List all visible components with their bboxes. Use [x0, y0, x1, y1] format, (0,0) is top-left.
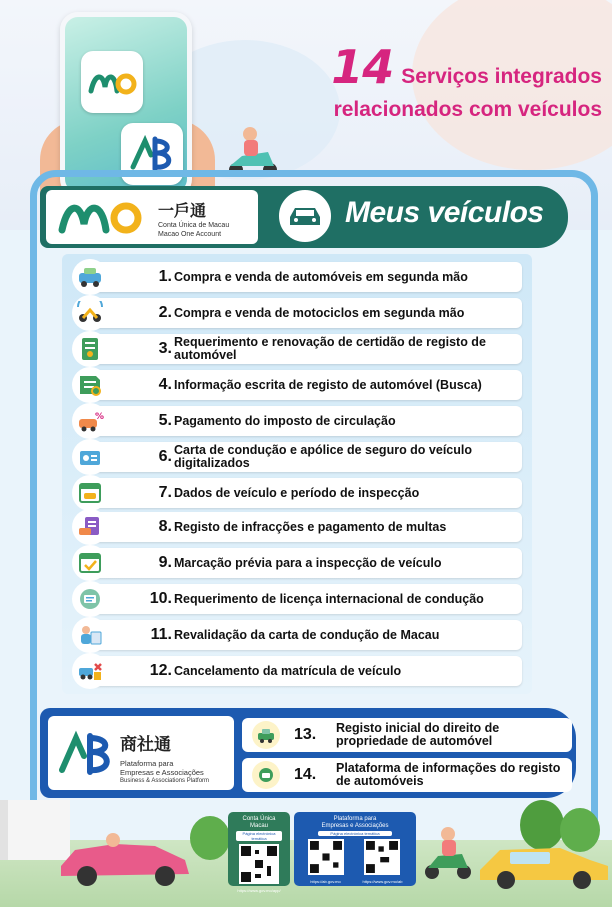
macao-one-account-app-icon — [81, 51, 143, 113]
mo-logo-icon — [56, 196, 152, 238]
service-number: 7. — [158, 484, 172, 501]
ownership-icon — [252, 721, 280, 749]
service-number: 9. — [158, 554, 172, 571]
service-number: 5. — [158, 412, 172, 429]
qr-green-subtitle: Página electrónica temática — [236, 831, 282, 841]
qr-business-platform[interactable] — [294, 812, 416, 886]
vehicle-data-icon — [72, 475, 108, 511]
mo-logo-sub-2: Macao One Account — [158, 231, 222, 238]
service-label: Registo inicial do direito de propriedade de automóvel — [336, 721, 500, 748]
service-number: 8. — [158, 518, 172, 535]
digital-license-icon — [72, 439, 108, 475]
service-item-4[interactable] — [92, 370, 522, 400]
macao-one-account-logo[interactable] — [46, 190, 258, 244]
service-number: 6. — [158, 448, 172, 465]
business-logo-chinese: 商社通 — [120, 735, 171, 755]
headline-line-1: Serviços integrados — [401, 65, 602, 88]
qr-code-icon — [308, 839, 344, 875]
service-number: 4. — [158, 376, 172, 393]
service-number: 14. — [294, 766, 317, 783]
cancel-registration-icon — [72, 653, 108, 689]
qr-blue-title-1: Plataforma para — [333, 816, 377, 822]
service-item-10[interactable] — [92, 584, 522, 614]
qr-blue-url-2: https://www.gov.mo/ab — [362, 879, 403, 884]
yellow-car-illustration — [470, 830, 612, 890]
qr-macao-one-account[interactable] — [228, 812, 290, 893]
qr-blue-title-2: Empresas e Associações — [321, 823, 389, 829]
service-label: Pagamento do imposto de circulação — [174, 413, 396, 428]
calendar-inspection-icon — [72, 545, 108, 581]
mo-logo-sub-1: Conta Única de Macau — [158, 222, 230, 229]
car-icon — [275, 186, 335, 246]
service-number: 11. — [150, 626, 172, 643]
service-number: 1. — [158, 268, 172, 285]
service-label: Carta de condução e apólice de seguro do veículo digitalizados — [174, 443, 472, 470]
service-item-2[interactable] — [92, 298, 522, 328]
service-label: Compra e venda de motociclos em segunda mão — [174, 305, 465, 320]
service-item-3[interactable] — [92, 334, 522, 364]
service-item-6[interactable] — [92, 442, 522, 472]
service-label: Registo de infracções e pagamento de multas — [174, 519, 447, 534]
service-item-11[interactable] — [92, 620, 522, 650]
motorcycle-rider-illustration — [420, 822, 476, 882]
car-trade-icon — [72, 259, 108, 295]
service-number: 10. — [149, 590, 172, 607]
business-logo-sub-1: Plataforma para — [120, 759, 174, 768]
service-label: Marcação prévia para a inspecção de veículo — [174, 555, 442, 570]
service-item-9[interactable] — [92, 548, 522, 578]
registry-info-icon — [252, 761, 280, 789]
qr-code-icon — [239, 844, 279, 884]
service-label: Dados de veículo e período de inspecção — [174, 485, 420, 500]
qr-blue-subtitle: Página electrónica temática — [318, 831, 392, 836]
headline-line-2: relacionados com veículos — [333, 98, 602, 121]
pink-car-illustration — [55, 820, 195, 890]
service-item-12[interactable] — [92, 656, 522, 686]
document-search-icon — [72, 367, 108, 403]
service-item-1[interactable] — [92, 262, 522, 292]
service-label: Informação escrita de registo de automóvel (Busca) — [174, 377, 482, 392]
headline — [262, 40, 602, 122]
service-label: Requerimento e renovação de certidão de registo de automóvel — [174, 335, 486, 362]
service-item-7[interactable] — [92, 478, 522, 508]
license-renewal-icon — [72, 617, 108, 653]
service-item-8[interactable] — [92, 512, 522, 542]
service-number: 2. — [158, 304, 172, 321]
service-number: 13. — [294, 726, 317, 743]
service-item-5[interactable] — [92, 406, 522, 436]
service-number: 12. — [149, 662, 172, 679]
qr-green-title-3: Macau — [249, 823, 268, 829]
service-number: 3. — [158, 340, 172, 357]
business-logo-icon — [56, 726, 116, 780]
service-item-14[interactable] — [242, 758, 572, 792]
motorcycle-trade-icon — [72, 295, 108, 331]
service-label: Compra e venda de automóveis em segunda mão — [174, 269, 468, 284]
tree-illustration — [190, 816, 230, 860]
service-label: Plataforma de informações do registo de automóveis — [336, 761, 561, 788]
service-label: Cancelamento da matrícula de veículo — [174, 663, 402, 678]
service-item-13[interactable] — [242, 718, 572, 752]
tax-payment-icon — [72, 403, 108, 439]
mo-logo-chinese: 一戶通 — [158, 201, 207, 220]
certificate-icon — [72, 331, 108, 367]
business-logo-sub-2: Empresas e Associações — [120, 768, 204, 777]
service-label: Requerimento de licença internacional de condução — [174, 591, 484, 606]
fines-icon — [72, 509, 108, 545]
headline-number: 14 — [331, 40, 394, 94]
business-platform-logo[interactable] — [48, 716, 234, 790]
qr-blue-url-1: https://ab.gov.mo — [310, 879, 341, 884]
page-title: Meus veículos — [345, 196, 544, 229]
service-label: Revalidação da carta de condução de Macau — [174, 627, 440, 642]
qr-green-url: https://www.gov.mo/app/ — [237, 888, 281, 893]
qr-code-icon — [364, 839, 400, 875]
business-logo-sub-3: Business & Associations Platform — [120, 778, 210, 784]
international-license-icon — [72, 581, 108, 617]
qr-green-title-1: Conta Única — [242, 816, 276, 822]
svg-text:%: % — [95, 412, 104, 422]
